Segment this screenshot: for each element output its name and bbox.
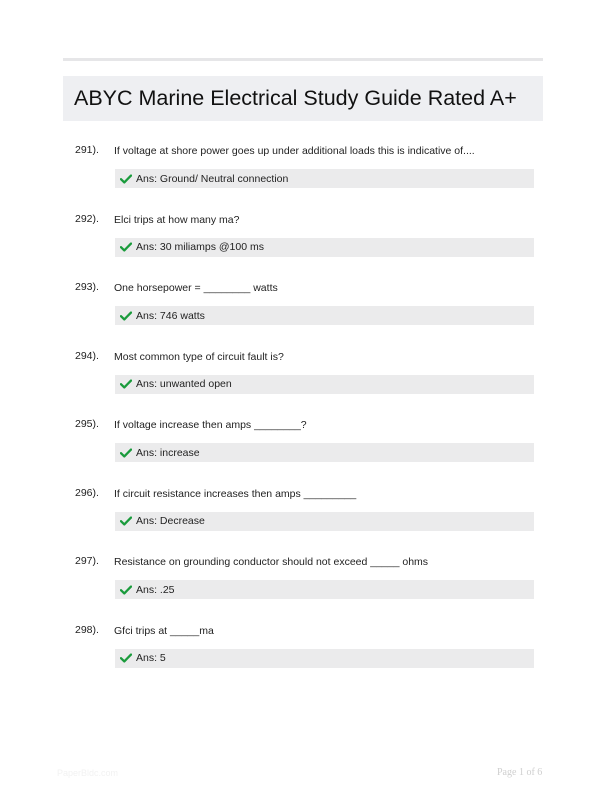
question-number: 294). xyxy=(75,349,99,362)
check-icon xyxy=(120,379,132,389)
check-icon xyxy=(120,448,132,458)
question-number: 295). xyxy=(75,418,99,430)
check-icon xyxy=(120,653,132,663)
top-divider xyxy=(63,58,543,61)
answer-box xyxy=(115,512,534,531)
answer-text: Ans: Ground/ Neutral connection xyxy=(136,172,289,185)
check-icon xyxy=(120,174,132,184)
page-number: Page 1 of 6 xyxy=(497,767,543,778)
answer-box xyxy=(115,306,534,325)
footer-watermark: PaperBldc.com xyxy=(57,768,119,778)
answer-text: Ans: increase xyxy=(136,446,200,459)
question-number: 293). xyxy=(75,281,99,293)
question-text: Most common type of circuit fault is? xyxy=(114,350,284,363)
check-icon xyxy=(120,242,132,252)
answer-box xyxy=(115,580,534,599)
question-number: 292). xyxy=(75,212,99,225)
answer-box xyxy=(115,443,534,462)
check-icon xyxy=(120,311,132,321)
answer-text: Ans: 30 miliamps @100 ms xyxy=(136,241,264,253)
document-title: ABYC Marine Electrical Study Guide Rated A+ xyxy=(74,86,517,110)
answer-box xyxy=(115,375,534,394)
question-text: If circuit resistance increases then amps _________ xyxy=(114,487,357,500)
answer-text: Ans: 746 watts xyxy=(136,309,205,322)
check-icon xyxy=(120,585,132,595)
question-text: If voltage at shore power goes up under additional loads this is indicative of.... xyxy=(114,145,475,157)
answer-text: Ans: Decrease xyxy=(136,515,205,527)
answer-box xyxy=(115,238,534,257)
question-text: Gfci trips at _____ma xyxy=(114,624,214,637)
answer-text: Ans: unwanted open xyxy=(136,378,232,390)
question-text: Resistance on grounding conductor should not exceed _____ ohms xyxy=(114,556,429,568)
answer-box xyxy=(115,649,534,668)
answer-text: Ans: .25 xyxy=(136,583,175,596)
question-text: Elci trips at how many ma? xyxy=(114,213,240,226)
question-number: 297). xyxy=(75,555,99,567)
answer-box xyxy=(115,169,534,188)
question-text: If voltage increase then amps ________? xyxy=(114,419,307,431)
answer-text: Ans: 5 xyxy=(136,652,166,664)
check-icon xyxy=(120,516,132,526)
question-number: 296). xyxy=(75,486,99,499)
question-text: One horsepower = ________ watts xyxy=(114,282,278,294)
question-number: 291). xyxy=(75,144,99,156)
question-number: 298). xyxy=(75,623,99,636)
title-banner xyxy=(63,76,543,121)
